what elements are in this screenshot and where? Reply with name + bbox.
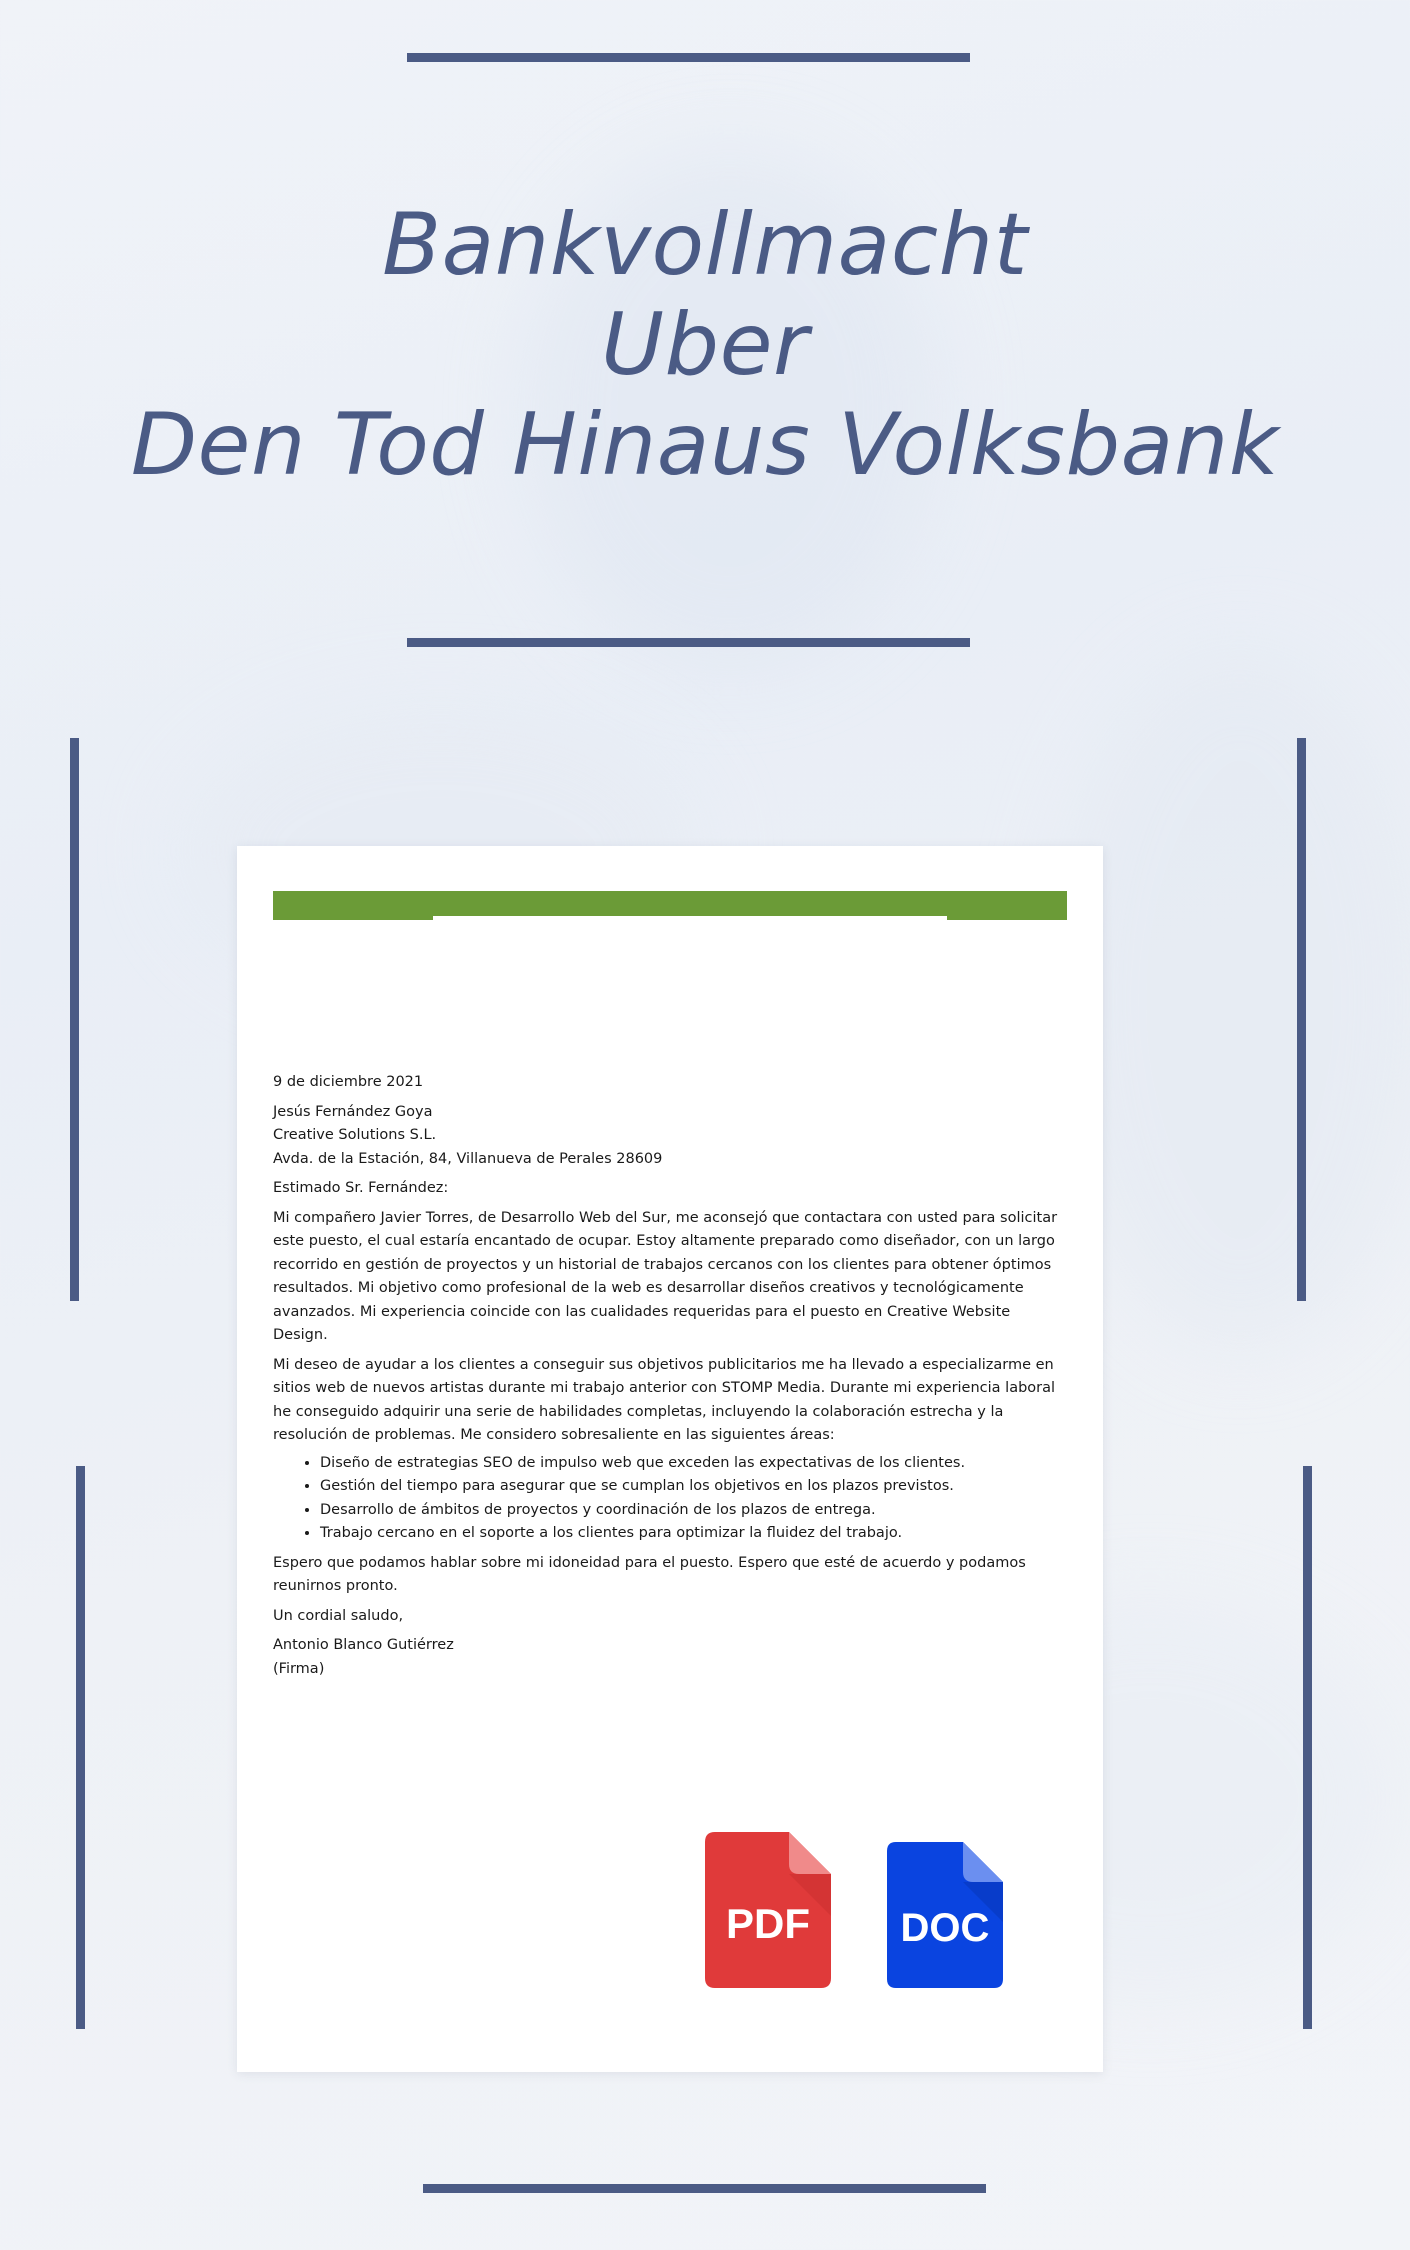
letter-paragraph: Mi deseo de ayudar a los clientes a conseguir sus objetivos publicitarios me ha llevado a especializarme en sitios web de nuevos artistas durante mi trabajo anterior con STOMP Media. Durante mi experiencia laboral he conseguido adquirir una serie de habilidades completas, incluyendo la colaboración estrecha y la resolución de problemas. Me considero sobresaliente en las siguientes áreas: [273, 1356, 1056, 1443]
letter-date: 9 de diciembre 2021 [273, 1074, 424, 1090]
letter-closing: Un cordial saludo, [273, 1607, 404, 1624]
title-bottom-divider [407, 638, 970, 647]
letterhead-bar-notch [433, 916, 947, 920]
title-line-3: Den Tod Hinaus Volksbank [130, 395, 1280, 495]
list-item: • Diseño de estrategias SEO de impulso web que exceden las expectativas de los clientes. [320, 1452, 1067, 1476]
letter-paragraph: Espero que podamos hablar sobre mi idoneidad para el puesto. Espero que esté de acuerdo y podamos reunirnos pronto. [273, 1554, 1026, 1594]
page-title [0, 195, 1410, 495]
right-lower-bracket [1303, 1466, 1312, 2029]
list-item: • Desarrollo de ámbitos de proyectos y coordinación de los plazos de entrega. [320, 1499, 1067, 1523]
right-upper-bracket [1297, 738, 1306, 1301]
doc-download-button[interactable] [887, 1842, 1003, 1988]
bottom-divider [423, 2184, 986, 2193]
letter-body [273, 1071, 1067, 1681]
pdf-download-button[interactable] [705, 1832, 831, 1988]
letter-greeting: Estimado Sr. Fernández: [273, 1180, 449, 1196]
pdf-label: PDF [726, 1900, 810, 1947]
recipient-block [273, 1101, 1067, 1172]
signature-placeholder: (Firma) [273, 1660, 325, 1677]
doc-label: DOC [900, 1906, 990, 1950]
recipient-name: Jesús Fernández Goya [273, 1103, 433, 1120]
list-item: • Trabajo cercano en el soporte a los clientes para optimizar la fluidez del trabajo. [320, 1522, 1067, 1546]
left-lower-bracket [76, 1466, 85, 2029]
left-upper-bracket [70, 738, 79, 1301]
background-blur [1050, 650, 1410, 1350]
top-divider [407, 53, 970, 62]
document-preview[interactable] [237, 846, 1103, 2072]
recipient-company: Creative Solutions S.L. [273, 1127, 437, 1143]
signer-name: Antonio Blanco Gutiérrez [273, 1637, 454, 1653]
title-line-2: Uber [601, 295, 809, 395]
recipient-address: Avda. de la Estación, 84, Villanueva de Perales 28609 [273, 1150, 663, 1167]
signature-block [273, 1634, 1067, 1681]
list-item: • Gestión del tiempo para asegurar que se cumplan los objetivos en los plazos previstos. [320, 1475, 1067, 1499]
letter-paragraph: Mi compañero Javier Torres, de Desarrollo Web del Sur, me aconsejó que contactara con usted para solicitar este puesto, el cual estaría encantado de ocupar. Estoy altamente preparado como diseñador, con un largo recorrido en gestión de proyectos y un historial de trabajos cercanos con los clientes para obtener óptimos resultados. Mi objetivo como profesional de la web es desarrollar diseños creativos y tecnológicamente avanzados. Mi experiencia coincide con las cualidades requeridas para el puesto en Creative Website Design. [273, 1209, 1058, 1343]
title-line-1: Bankvollmacht [382, 195, 1028, 295]
skills-list [273, 1452, 1067, 1546]
